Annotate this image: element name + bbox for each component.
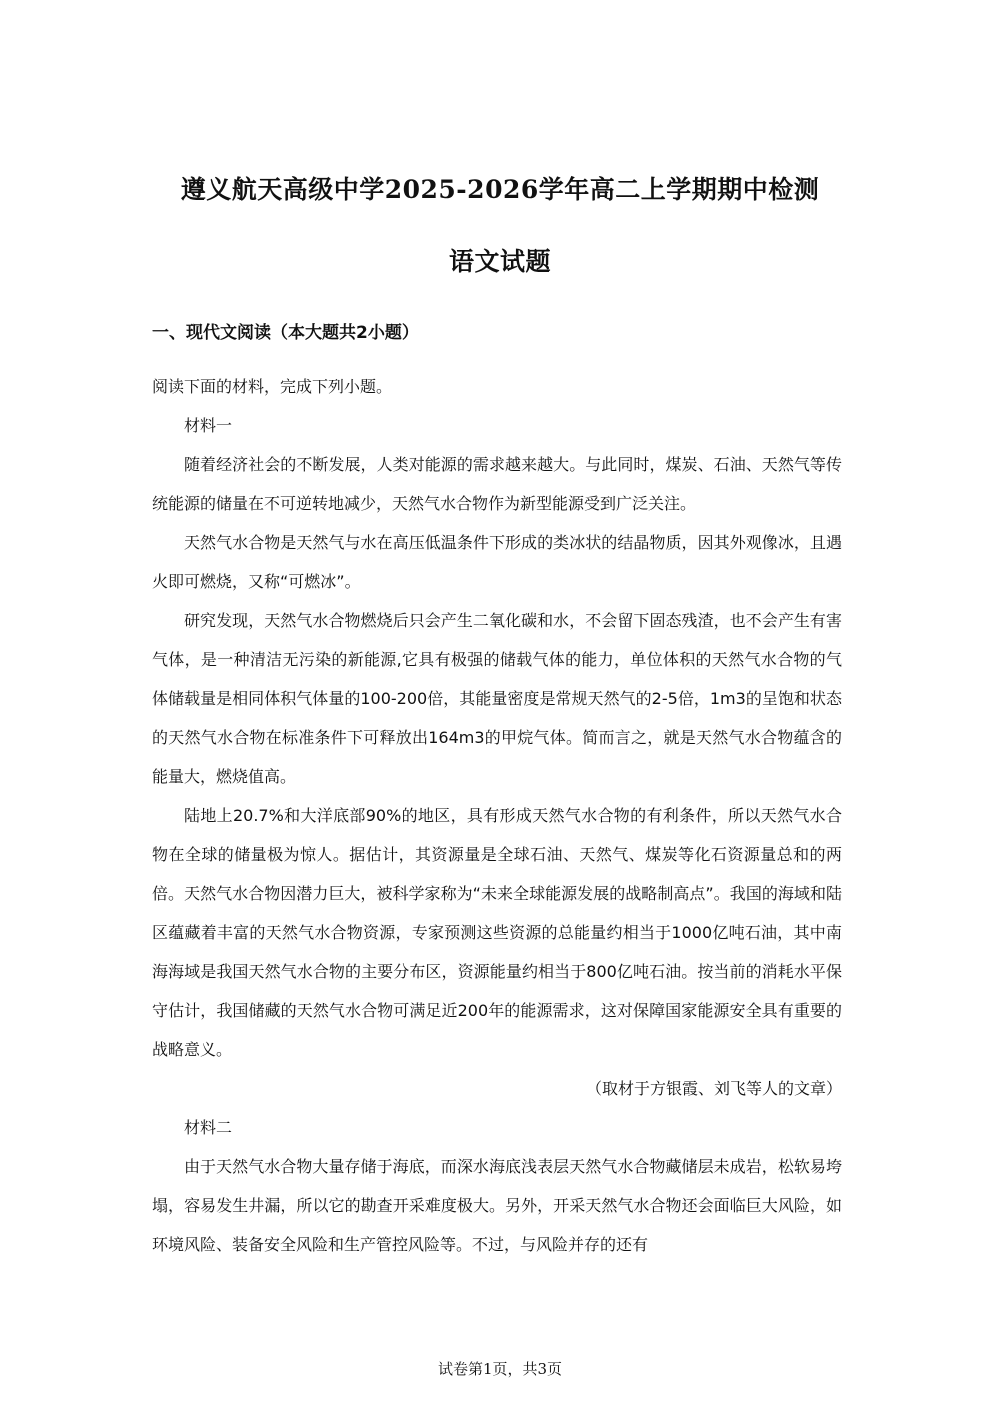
material1-source: （取材于方银霞、刘飞等人的文章） <box>585 1079 842 1098</box>
reading-content <box>152 367 842 1264</box>
page-footer: 试卷第1页，共3页 <box>437 1360 563 1378</box>
material1-paragraph: 研究发现，天然气水合物燃烧后只会产生二氧化碳和水，不会留下固态残渣，也不会产生有害气体，是一种清洁无污染的新能源,它具有极强的储载气体的能力，单位体积的天然气水合物的气体储载量是相同体积气体量的100-200倍，其能量密度是常规天然气的2-5倍，1m3的呈饱和状态的天然气水合物在标准条件下可释放出164m3的甲烷气体。简而言之，就是天然气水合物蕴含的能量大，燃烧值高。 <box>152 611 842 786</box>
material2-paragraph: 由于天然气水合物大量存储于海底，而深水海底浅表层天然气水合物藏储层未成岩，松软易垮塌，容易发生井漏，所以它的勘查开采难度极大。另外，开采天然气水合物还会面临巨大风险，如环境风险、装备安全风险和生产管控风险等。不过，与风险并存的还有 <box>152 1157 842 1254</box>
material2-label: 材料二 <box>184 1118 233 1137</box>
section-heading: 一、现代文阅读（本大题共2小题） <box>152 323 419 343</box>
exam-title: 遵义航天高级中学2025-2026学年高二上学期期中检测 <box>180 175 820 204</box>
material1-paragraph: 陆地上20.7%和大洋底部90%的地区，具有形成天然气水合物的有利条件，所以天然气水合物在全球的储量极为惊人。据估计，其资源量是全球石油、天然气、煤炭等化石资源量总和的两倍。天然气水合物因潜力巨大，被科学家称为“未来全球能源发展的战略制高点”。我国的海域和陆区蕴藏着丰富的天然气水合物资源，专家预测这些资源的总能量约相当于1000亿吨石油，其中南海海域是我国天然气水合物的主要分布区，资源能量约相当于800亿吨石油。按当前的消耗水平保守估计，我国储藏的天然气水合物可满足近200年的能源需求，这对保障国家能源安全具有重要的战略意义。 <box>152 806 842 1059</box>
material1-label: 材料一 <box>184 416 233 435</box>
exam-subject-title: 语文试题 <box>448 247 551 276</box>
material1-paragraph: 天然气水合物是天然气与水在高压低温条件下形成的类冰状的结晶物质，因其外观像冰，且遇火即可燃烧，又称“可燃冰”。 <box>152 533 842 591</box>
instruction-text: 阅读下面的材料，完成下列小题。 <box>152 377 393 396</box>
material1-paragraph: 随着经济社会的不断发展，人类对能源的需求越来越大。与此同时，煤炭、石油、天然气等传统能源的储量在不可逆转地减少，天然气水合物作为新型能源受到广泛关注。 <box>152 455 842 513</box>
